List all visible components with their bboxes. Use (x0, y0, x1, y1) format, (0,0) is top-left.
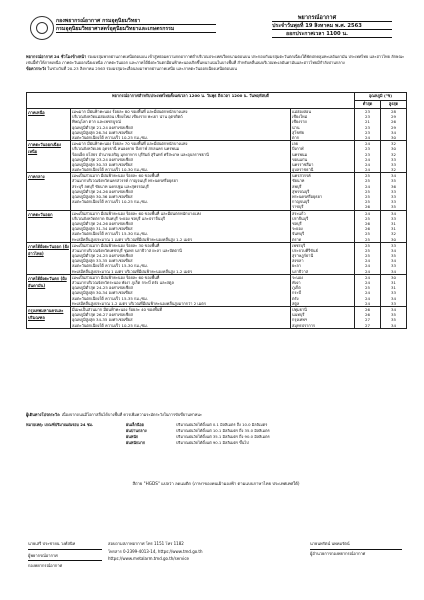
province-list (291, 306, 355, 328)
low-temp: 25 (365, 173, 370, 179)
description-line: ร้อยเอ็ด ยโสธร อำนาจเจริญ มุกดาหาร บุรีรัมย์ สุรินทร์ ศรีสะเกษ และอุบลราชธานี (72, 151, 209, 157)
legend-description: ปริมาณฝนวัดได้ตั้งแต่ 35.1 มิลลิเมตร ถึง 90.0 มิลลิเมตร (176, 434, 270, 439)
footer-divider (28, 560, 102, 561)
high-temp: 33 (391, 188, 396, 194)
summary-lead: พยากรณ์อากาศ 24 ชั่วโมงข้างหน้า (26, 54, 87, 59)
high-temp: 35 (391, 204, 396, 210)
description-line: เมฆมาก มีฝนฟ้าคะนอง ร้อยละ 70 ของพื้นที่ และมีฝนตกหนักบางแห่ง (72, 141, 188, 147)
high-temp: 34 (391, 306, 396, 312)
footnote: สีถ่าย "HGDS" แปลว่า ลดแมติก (ภาษาของคนเฝ้ามองฟ้า ตามแบบภาษาไทย ประเทศเทศใต้) (132, 481, 300, 486)
document-title: พยากรณ์อากาศ (297, 15, 337, 21)
low-temp: 23 (365, 114, 370, 120)
province-name: ราชบุรี (292, 204, 304, 210)
low-temp: 21 (365, 119, 370, 125)
low-temp: 24 (365, 134, 370, 140)
province-name: สงขลา (292, 258, 304, 264)
high-temp: 36 (391, 183, 396, 189)
high-temp: 29 (391, 114, 396, 120)
low-temp: 25 (365, 231, 370, 237)
description-line: อุณหภูมิต่ำสุด 24-25 องศาเซลเซียส (72, 253, 133, 259)
province-name: นครพนม (292, 151, 308, 157)
high-temp: 33 (391, 215, 396, 221)
high-temp: 30 (391, 146, 396, 152)
caution-text: ในช่วงวันที่ 20-23 สิงหาคม 2563 ร่องมรสุมจะเลื่อนลงมาพาดผ่านภาคเหนือ และภาคตะวันออกเฉียงเหนือตอนบน (47, 66, 237, 71)
description-line: ทะเลมีคลื่นสูงประมาณ 1 เมตร บริเวณที่มีฝนฟ้าคะนองคลื่นสูง 1-2 เมตร (72, 268, 193, 274)
forecast-row (27, 306, 407, 328)
province-list (291, 242, 355, 274)
low-temp: 23 (365, 109, 370, 114)
low-temp: 25 (365, 253, 370, 259)
legend-term: ฝนเล็กน้อย (126, 422, 144, 427)
region-description (71, 210, 291, 242)
high-temp: 34 (391, 129, 396, 135)
province-name: นครสวรรค์ (292, 173, 311, 179)
province-name: ขอนแก่น (292, 156, 308, 162)
province-name: แม่ฮ่องสอน (292, 109, 312, 114)
low-temp: 24 (365, 161, 370, 167)
forecaster-role: ผู้พยากรณ์อากาศ (28, 553, 58, 558)
province-list (291, 109, 355, 141)
province-name: พังงา (292, 280, 301, 285)
low-temp: 26 (365, 204, 370, 210)
region-description (71, 109, 291, 141)
high-temp: 34 (391, 295, 396, 301)
description-line: บริเวณจังหวัดแม่ฮ่องสอน เชียงใหม่ เชียงราย พะเยา น่าน อุตรดิตถ์ (72, 114, 183, 120)
province-name: อุบลราชธานี (292, 167, 314, 173)
legend-item (126, 440, 386, 446)
low-temp: 24 (365, 210, 370, 216)
province-name: ตราด (292, 236, 302, 242)
region-name: กรุงเทพมหานครและปริมณฑล (27, 306, 71, 328)
high-temp: 31 (391, 285, 396, 291)
description-line: พิษณุโลก ตาก และเพชรบูรณ์ (72, 119, 121, 125)
description-line: อุณหภูมิสูงสุด 30-36 องศาเซลเซียส (72, 194, 133, 199)
low-temp: 24 (365, 300, 370, 306)
forecast-row (27, 109, 407, 141)
description-line: อุณหภูมิสูงสุด 34-35 องศาเซลเซียส (72, 317, 133, 323)
province-name: ภูเก็ต (292, 285, 301, 291)
province-name: สมุทรปราการ (292, 322, 315, 328)
high-temp: 35 (391, 312, 396, 318)
high-temp: 35 (391, 178, 396, 184)
province-name: กาญจนบุรี (292, 199, 310, 205)
low-temp: 27 (365, 322, 370, 328)
description-line: บริเวณจังหวัดตราด จันทบุรี ระยอง ชลบุรี และปราจีนบุรี (72, 215, 165, 221)
province-name: นนทบุรี (292, 312, 305, 318)
high-temp: 32 (391, 151, 396, 157)
description-line: อุณหภูมิต่ำสุด 24-25 องศาเซลเซียส (72, 285, 133, 291)
description-line: เมฆเป็นส่วนมาก มีฝนฟ้าคะนอง ร้อยละ 60 ของพื้นที่ และมีฝนตกหนักบางแห่ง (72, 210, 202, 216)
legend-description: ปริมาณฝนวัดได้ตั้งแต่ 90.1 มิลลิเมตร ขึ้นไป (176, 440, 249, 445)
low-temp: 24 (365, 258, 370, 264)
director-name: นายนพรัตน์ นพคมรัตน์ (310, 541, 350, 546)
region-name: ภาคเหนือ (27, 109, 71, 141)
forecast-document (20, 10, 412, 592)
province-list (291, 274, 355, 306)
description-line: ส่วนมากบริเวณจังหวัดนครสวรรค์ กาญจนบุรี พระนครศรีอยุธยา (72, 178, 179, 184)
forecast-table-body (27, 109, 407, 329)
issued-time: ออกประกาศเวลา 1100 น. (286, 31, 348, 37)
high-temp: 33 (391, 194, 396, 199)
province-name: สุราษฎร์ธานี (292, 253, 314, 259)
province-name: นราธิวาส (292, 268, 309, 274)
low-temp: 25 (365, 215, 370, 221)
province-name: ตาก (292, 134, 300, 140)
province-name: ประจวบคีรีขันธ์ (292, 247, 318, 253)
high-temp-list (381, 109, 407, 141)
footer-divider (28, 549, 102, 550)
division-name: กองพยากรณ์อากาศ (28, 563, 63, 568)
high-temp: 33 (391, 290, 396, 296)
description-line: ลมตะวันตกเฉียงใต้ ความเร็ว 15-30 กม./ชม. (72, 231, 148, 237)
province-name: เลย (292, 141, 298, 147)
low-temp: 24 (365, 167, 370, 173)
province-name: จันทบุรี (292, 231, 305, 237)
high-temp: 34 (391, 258, 396, 264)
low-temp-list (355, 274, 381, 306)
forecast-row (27, 173, 407, 210)
high-temp-list (381, 173, 407, 210)
high-temp: 33 (391, 161, 396, 167)
description-line: ลมตะวันตกเฉียงใต้ ความเร็ว 10-25 กม./ชม. (72, 199, 148, 205)
province-name: ตรัง (292, 295, 299, 301)
description-line: ส่วนมากบริเวณจังหวัดเพชรบุรี ชุมพร นราธิวาส ยะลา และปัตตานี (72, 247, 182, 253)
description-line: ลมตะวันตกเฉียงใต้ ความเร็ว 10-30 กม./ชม. (72, 167, 148, 173)
high-temp: 35 (391, 317, 396, 323)
contact-phone: สอบถามสภาพอากาศ โทร 1151 โทร 1182 (108, 541, 184, 546)
province-name: เพชรบุรี (292, 242, 306, 248)
forecast-table (26, 92, 407, 329)
low-temp-list (355, 306, 381, 328)
high-temp: 34 (391, 173, 396, 179)
legend-term: ฝนหนัก (126, 434, 139, 439)
province-name: สุพรรณบุรี (292, 188, 310, 194)
region-description (71, 274, 291, 306)
province-name: กระบี่ (292, 290, 302, 296)
province-name: สุโขทัย (292, 129, 304, 135)
low-temp: 26 (365, 306, 370, 312)
forecast-row (27, 141, 407, 173)
description-line: ส่วนมากบริเวณจังหวัดระนอง พังงา ภูเก็ต กระบี่ ตรัง และสตูล (72, 280, 174, 285)
province-name: ลพบุรี (292, 183, 302, 189)
description-line: อุณหภูมิสูงสุด 30-33 องศาเซลเซียส (72, 161, 133, 167)
high-temp: 33 (391, 242, 396, 248)
temperature-header: อุณหภูมิ (°ซ) (355, 93, 407, 101)
legend-description: ปริมาณฝนวัดได้ตั้งแต่ 0.1 มิลลิเมตร ถึง 10.0 มิลลิเมตร (176, 422, 268, 427)
low-temp: 25 (365, 199, 370, 205)
low-temp: 23 (365, 124, 370, 130)
document-header (20, 10, 412, 54)
low-temp: 26 (365, 312, 370, 318)
province-name: กรุงเทพฯ (292, 317, 307, 323)
region-description (71, 306, 291, 328)
low-temp-list (355, 109, 381, 141)
province-list (291, 141, 355, 173)
region-description (71, 242, 291, 274)
forecast-table-title: พยากรณ์อากาศสำหรับประเทศไทยตั้งแต่เวลา 1200 น. วันพุธ ถึงเวลา 1200 น. วันพฤหัสบดี (27, 93, 355, 109)
legend-term: ฝนหนักมาก (126, 440, 146, 445)
travel-warning (26, 412, 406, 418)
low-temp: 24 (365, 263, 370, 269)
low-temp: 24 (365, 290, 370, 296)
description-line: เมฆเป็นส่วนมาก มีฝนฟ้าคะนอง ร้อยละ 30 ของพื้นที่ (72, 242, 160, 248)
high-temp: 34 (391, 247, 396, 253)
high-temp: 33 (391, 263, 396, 269)
province-name: เชียงใหม่ (292, 114, 308, 120)
low-temp: 25 (365, 178, 370, 184)
forecast-row (27, 274, 407, 306)
high-temp-list (381, 141, 407, 173)
province-name: ยะลา (292, 263, 301, 269)
description-line: ทะเลมีคลื่นสูงประมาณ 1 เมตร บริเวณที่มีฝนฟ้าคะนองคลื่นสูง 1-2 เมตร (72, 236, 193, 242)
high-temp: 34 (391, 268, 396, 274)
description-line: เมฆมาก มีฝนฟ้าคะนอง ร้อยละ 80 ของพื้นที่ และมีฝนตกหนักบางแห่ง (72, 109, 188, 114)
contact-fax-web[interactable]: โทรสาร 0-2399-4013-14, https://www.tmd.go.th (108, 549, 203, 554)
high-temp: 32 (391, 141, 396, 147)
high-temp: 34 (391, 322, 396, 328)
description-line: อุณหภูมิต่ำสุด 24-26 องศาเซลเซียส (72, 220, 133, 226)
low-temp-list (355, 173, 381, 210)
legend-title: หมายเหตุ: เกณฑ์ปริมาณฝนรอบ 24 ชม. (26, 422, 94, 427)
region-description (71, 173, 291, 210)
description-line: เมฆเป็นส่วนมาก มีฝนฟ้าคะนอง ร้อยละ 60 ของพื้นที่ (72, 173, 160, 179)
warning-label: ผู้เดินทางโปรดระวัง: (26, 412, 61, 417)
legend-description: ปริมาณฝนวัดได้ตั้งแต่ 10.1 มิลลิเมตร ถึง 35.0 มิลลิเมตร (176, 428, 270, 433)
forecast-row (27, 242, 407, 274)
province-name: บึงกาฬ (292, 146, 304, 152)
department-section: กรมอุตุนิยมวิทยาศาสตร์อุตุนิยมวิทยาและเกษตรกรรม (56, 26, 175, 32)
low-temp: 25 (365, 285, 370, 291)
low-temp: 23 (365, 129, 370, 135)
high-temp-list (381, 242, 407, 274)
summary-text: ร่องมรสุมพาดผ่านภาคเหนือตอนบน เข้าสู่หย่อมความกดอากาศต่ำบริเวณประเทศเวียดนามตอนบน ประกอบกับมรสุมตะวันตกเฉียงใต้พัดปกคลุมทะเลอันดามัน ประเทศไทย และอ่าวไทย ลักษณะเช่นนี้ทำให้ภาคเหนือ ภาคตะวันออกเฉียงเหนือ ภาคตะวันออก และภาคใต้ฝั่งตะวันตกมีฝนฟ้าคะนองเกิดขึ้นหนาแน่นในบางพื้นที่ สำหรับคลื่นลมบริเวณทะเลอันดามันและอ่าวไทยมีกำลังปานกลาง (26, 54, 405, 65)
high-temp: 33 (391, 199, 396, 205)
caution-label: ข้อควรระวัง (26, 66, 47, 71)
description-line: ทะเลมีคลื่นสูงประมาณ 1-2 เมตร บริเวณที่มีฝนฟ้าคะนองคลื่นสูงมากกว่า 2 เมตร (72, 300, 206, 306)
contact-alert-web[interactable]: https://www.metalarm.tmd.go.th/service (108, 556, 189, 561)
low-temp: 24 (365, 141, 370, 147)
description-line: อุณหภูมิสูงสุด 26-34 องศาเซลเซียส (72, 129, 133, 135)
low-temp: 24 (365, 295, 370, 301)
low-temp-list (355, 242, 381, 274)
province-list (291, 210, 355, 242)
description-line: อุณหภูมิต่ำสุด 21-24 องศาเซลเซียส (72, 124, 133, 130)
low-temp: 24 (365, 156, 370, 162)
high-temp-list (381, 210, 407, 242)
high-temp: 26 (391, 119, 396, 125)
low-temp: 25 (365, 236, 370, 242)
province-name: นครราชสีมา (292, 161, 314, 167)
province-name: ชัยนาท (292, 178, 305, 184)
region-name: ภาคใต้ฝั่งตะวันตก (ฝั่งอันดามัน) (27, 274, 71, 306)
description-line: ลมตะวันตกเฉียงใต้ ความเร็ว 10-25 กม./ชม. (72, 134, 148, 140)
description-line: อุณหภูมิต่ำสุด 23-24 องศาเซลเซียส (72, 156, 133, 162)
province-name: ปทุมธานี (292, 306, 307, 312)
warning-text: เนื่องจากถนนมีโอกาสลื่นได้บางพื้นที่ ควรเพิ่มความระมัดระวังในการขับขี่ยานพาหนะ (61, 412, 203, 417)
low-temp: 25 (365, 247, 370, 253)
high-temp: 33 (391, 300, 396, 306)
low-temp: 23 (365, 146, 370, 152)
low-temp-list (355, 141, 381, 173)
legend-term: ฝนปานกลาง (126, 428, 147, 433)
province-name: สตูล (292, 300, 300, 306)
description-line: บริเวณจังหวัดเลย อุดรธานี หนองคาย บึงกาฬ สกลนคร นครพนม (72, 146, 180, 152)
low-temp: 24 (365, 280, 370, 285)
high-temp: 31 (391, 226, 396, 232)
document-footer (20, 540, 412, 592)
high-temp: 31 (391, 220, 396, 226)
region-name: ภาคกลาง (27, 173, 71, 210)
forecast-row (27, 210, 407, 242)
low-temp: 25 (365, 188, 370, 194)
province-list (291, 173, 355, 210)
department-name: กองพยากรณ์อากาศ กรมอุตุนิยมวิทยา (56, 18, 141, 24)
low-temp: 27 (365, 317, 370, 323)
document-date: ประจำวันพุธที่ 19 สิงหาคม พ.ศ. 2563 (272, 23, 362, 29)
high-temp-list (381, 306, 407, 328)
description-line: เมฆเป็นส่วนมาก มีฝนฟ้าคะนอง ร้อยละ 60 ของพื้นที่ (72, 274, 160, 280)
description-line: ลมตะวันตกเฉียงใต้ ความเร็ว 15-30 กม./ชม. (72, 263, 148, 269)
province-name: เชียงราย (292, 119, 307, 125)
low-temp: 26 (365, 220, 370, 226)
low-temp-header: ต่ำสุด (355, 101, 381, 109)
description-line: สระบุรี ลพบุรี ชัยนาท นครปฐม และสุพรรณบุรี (72, 183, 149, 189)
province-name: ชลบุรี (292, 220, 302, 226)
low-temp: 25 (365, 242, 370, 248)
province-name: น่าน (292, 124, 300, 130)
high-temp: 30 (391, 236, 396, 242)
high-temp: 30 (391, 274, 396, 280)
title-divider (272, 37, 392, 38)
high-temp: 28 (391, 109, 396, 114)
low-temp: 24 (365, 268, 370, 274)
director-role: ผู้อำนวยการกองพยากรณ์อากาศ (310, 551, 366, 556)
description-line: อุณหภูมิสูงสุด 30-34 องศาเซลเซียส (72, 290, 133, 296)
header-divider (56, 32, 216, 33)
low-temp: 24 (365, 274, 370, 280)
region-name: ภาคตะวันออกเฉียงเหนือ (27, 141, 71, 173)
province-name: ระยอง (292, 226, 303, 232)
description-line: ลมตะวันตกเฉียงใต้ ความเร็ว 10-25 กม./ชม. (72, 322, 148, 328)
low-temp: 23 (365, 151, 370, 157)
province-name: สระแก้ว (292, 210, 306, 216)
high-temp: 34 (391, 210, 396, 216)
high-temp-list (381, 274, 407, 306)
forecaster-name: นายเสรี ประชายน วงศ์สนิท (28, 541, 76, 546)
high-temp: 29 (391, 124, 396, 130)
region-name: ภาคตะวันออก (27, 210, 71, 242)
province-name: ระนอง (292, 274, 304, 280)
legend-list (126, 422, 386, 446)
low-temp-list (355, 210, 381, 242)
high-temp-header: สูงสุด (381, 101, 407, 109)
forecast-summary (26, 54, 406, 72)
high-temp: 31 (391, 280, 396, 285)
description-line: อุณหภูมิสูงสุด 31-34 องศาเซลเซียส (72, 226, 133, 232)
high-temp: 35 (391, 253, 396, 259)
high-temp: 33 (391, 156, 396, 162)
description-line: มีเมฆเป็นส่วนมาก มีฝนฟ้าคะนอง ร้อยละ 40 ของพื้นที่ (72, 306, 162, 312)
low-temp: 24 (365, 183, 370, 189)
description-line: อุณหภูมิต่ำสุด 24-26 องศาเซลเซียส (72, 188, 133, 194)
department-logo (30, 16, 54, 40)
description-line: อุณหภูมิต่ำสุด 26-27 องศาเซลเซียส (72, 312, 133, 318)
description-line: อุณหภูมิสูงสุด 33-35 องศาเซลเซียส (72, 258, 133, 264)
high-temp: 32 (391, 167, 396, 173)
region-name: ภาคใต้ฝั่งตะวันออก (ฝั่งอ่าวไทย) (27, 242, 71, 274)
province-name: พระนครศรีอยุธยา (292, 194, 323, 199)
description-line: ลมตะวันตกเฉียงใต้ ความเร็ว 15-35 กม./ชม. (72, 295, 148, 301)
province-name: ปราจีนบุรี (292, 215, 309, 221)
low-temp: 26 (365, 226, 370, 232)
region-description (71, 141, 291, 173)
high-temp: 30 (391, 134, 396, 140)
low-temp: 25 (365, 194, 370, 199)
high-temp: 32 (391, 231, 396, 237)
